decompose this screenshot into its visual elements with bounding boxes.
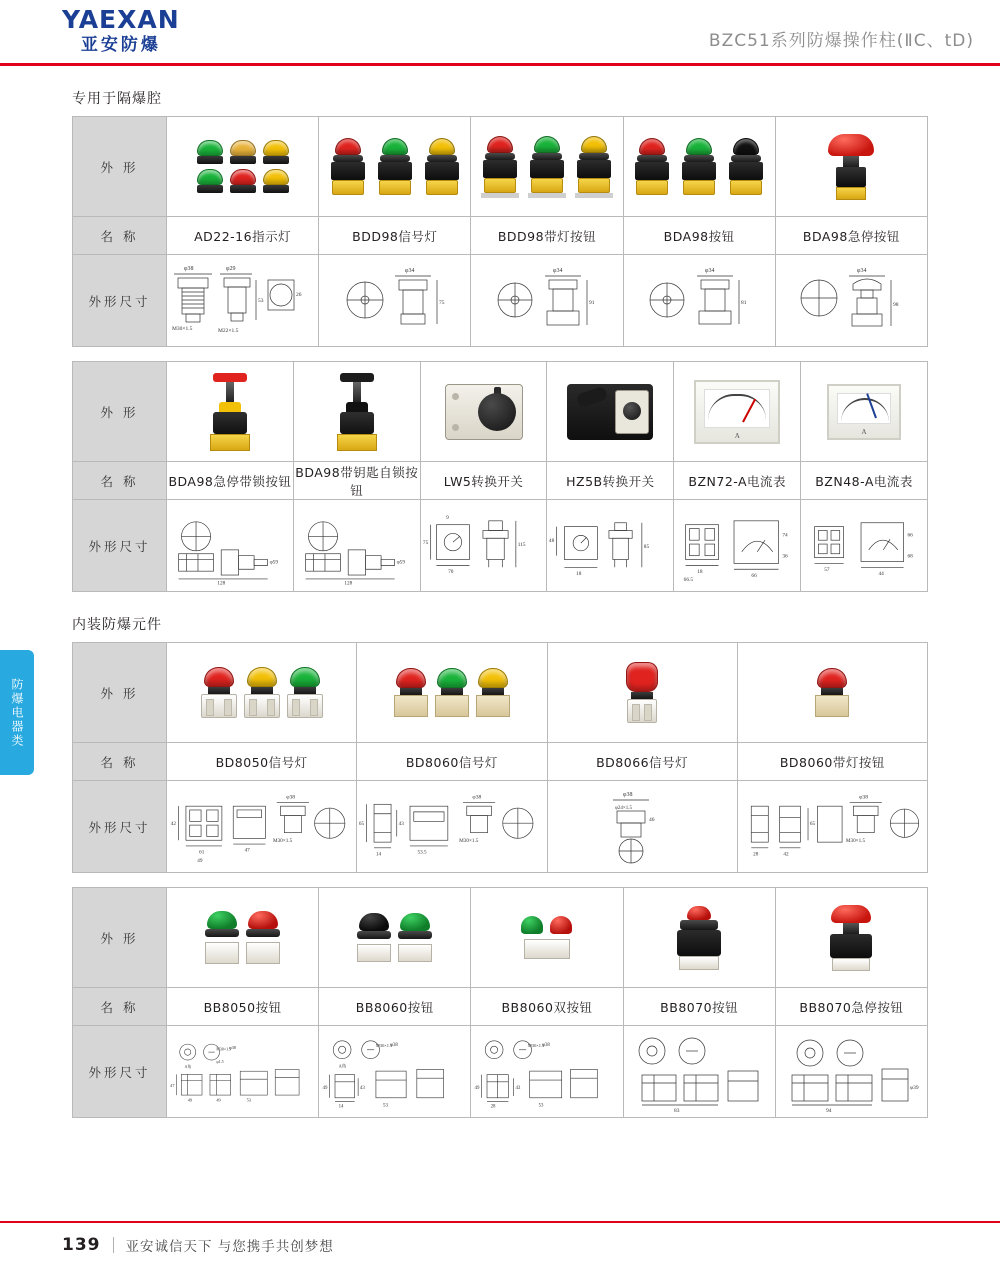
page-header [0, 0, 1000, 66]
svg-text:46: 46 [649, 816, 655, 823]
svg-text:66.5: 66.5 [683, 576, 694, 583]
spec-table-4 [72, 887, 928, 1118]
row-label-dimension: 外形尺寸 [73, 781, 167, 873]
product-image-bzn72a-ammeter: A [674, 362, 801, 462]
product-name: BB8050按钮 [167, 988, 319, 1026]
product-image-bda98-key-button [293, 362, 420, 462]
svg-text:φ24×1.5: φ24×1.5 [615, 805, 633, 811]
dimension-drawing-hz5b-switch [547, 500, 674, 592]
svg-text:M30×1.5: M30×1.5 [171, 325, 192, 332]
table-row [73, 888, 928, 988]
dimension-drawing-bdd98-signal [319, 255, 471, 347]
product-image-bb8070-button [623, 888, 775, 988]
product-image-bd8066-signal [547, 643, 737, 743]
row-label-name: 名 称 [73, 217, 167, 255]
svg-text:81: 81 [741, 299, 747, 306]
page-footer [0, 1221, 1000, 1267]
svg-text:66: 66 [751, 572, 758, 579]
logo-chinese-text: 亚安防爆 [80, 35, 161, 55]
table-row [73, 988, 928, 1026]
svg-text:A角: A角 [338, 1063, 347, 1069]
side-tab-category [0, 650, 34, 775]
dimension-drawing-bb8050 [167, 1026, 319, 1118]
svg-text:28: 28 [490, 1104, 496, 1110]
dimension-drawing-bda98-button [623, 255, 775, 347]
svg-text:φ34: φ34 [857, 267, 867, 274]
product-image-lw5-switch [420, 362, 547, 462]
svg-text:53: 53 [257, 297, 264, 304]
page-title: BZC51系列防爆操作柱(ⅡC、tD) [708, 31, 974, 51]
product-name: BDA98带钥匙自锁按钮 [293, 462, 420, 500]
product-image-bdd98-lamp-button [471, 117, 623, 217]
footer-slogan: 亚安诚信天下 与您携手共创梦想 [125, 1239, 334, 1255]
dimension-drawing-ad22-16 [167, 255, 319, 347]
svg-text:115: 115 [517, 541, 526, 548]
product-image-bd8060-signal [357, 643, 547, 743]
row-label-shape: 外 形 [73, 888, 167, 988]
product-name: BD8050信号灯 [167, 743, 357, 781]
svg-text:φ34: φ34 [404, 267, 415, 274]
dimension-drawing-bb8070-estop [775, 1026, 927, 1118]
row-label-dimension: 外形尺寸 [73, 255, 167, 347]
svg-text:66: 66 [907, 531, 913, 538]
dimension-drawing-lw5-switch [420, 500, 547, 592]
svg-text:53: 53 [246, 1096, 251, 1102]
svg-text:M30×1.5: M30×1.5 [845, 837, 865, 844]
spec-table-3 [72, 642, 928, 873]
dimension-drawing-bb8070 [623, 1026, 775, 1118]
product-image-hz5b-switch [547, 362, 674, 462]
row-label-name: 名 称 [73, 462, 167, 500]
svg-text:14: 14 [376, 850, 382, 857]
dimension-drawing-bzn48a [801, 500, 928, 592]
svg-text:47: 47 [244, 847, 250, 854]
row-label-shape: 外 形 [73, 117, 167, 217]
svg-text:M22×1.5: M22×1.5 [217, 327, 238, 334]
row-label-shape: 外 形 [73, 643, 167, 743]
product-name: BDD98带灯按钮 [471, 217, 623, 255]
svg-text:91: 91 [588, 299, 595, 306]
logo-english-text: YAEXAN [62, 5, 180, 34]
product-name: BDD98信号灯 [319, 217, 471, 255]
svg-text:φ59: φ59 [396, 558, 405, 565]
svg-text:75: 75 [438, 299, 445, 306]
svg-text:φ38: φ38 [183, 265, 194, 272]
table-row [73, 743, 928, 781]
svg-text:94: 94 [826, 1107, 832, 1113]
product-image-bd8050-signal [167, 643, 357, 743]
product-name: HZ5B转换开关 [547, 462, 674, 500]
svg-text:M30×1.5: M30×1.5 [459, 837, 479, 844]
svg-text:φ59: φ59 [269, 558, 278, 565]
product-image-bb8060-double-button [471, 888, 623, 988]
row-label-name: 名 称 [73, 988, 167, 1026]
svg-text:61: 61 [199, 848, 205, 855]
svg-text:φ38: φ38 [542, 1042, 551, 1048]
svg-text:14: 14 [338, 1104, 344, 1110]
svg-text:68: 68 [907, 553, 913, 560]
svg-text:42: 42 [783, 850, 789, 857]
svg-text:φ38: φ38 [472, 794, 482, 801]
row-label-name: 名 称 [73, 743, 167, 781]
product-name: BDA98按钮 [623, 217, 775, 255]
table-row [73, 643, 928, 743]
product-image-bb8060-button [319, 888, 471, 988]
dimension-drawing-bd8060 [357, 781, 547, 873]
dimension-drawing-bda98-estop [775, 255, 927, 347]
svg-text:A角: A角 [184, 1063, 192, 1069]
page-number: 139 [62, 1235, 101, 1255]
spec-table-2 [72, 361, 928, 592]
table-row [73, 462, 928, 500]
page-content [0, 88, 1000, 1118]
product-name: BZN48-A电流表 [801, 462, 928, 500]
dimension-drawing-bb8060-double [471, 1026, 623, 1118]
product-name: BB8070按钮 [623, 988, 775, 1026]
svg-text:φ29: φ29 [225, 265, 236, 272]
svg-text:49: 49 [216, 1096, 221, 1102]
product-name: BD8066信号灯 [547, 743, 737, 781]
svg-text:φ38: φ38 [623, 791, 633, 798]
svg-text:49: 49 [197, 857, 203, 864]
product-name: LW5转换开关 [420, 462, 547, 500]
svg-text:70: 70 [447, 568, 454, 575]
product-name: BB8060按钮 [319, 988, 471, 1026]
svg-text:83: 83 [674, 1107, 680, 1113]
table-row [73, 117, 928, 217]
footer-divider [113, 1237, 114, 1253]
product-image-ad22-16 [167, 117, 319, 217]
section-title-builtin: 内装防爆元件 [72, 617, 162, 633]
dimension-drawing-bdd98-lamp-button [471, 255, 623, 347]
svg-text:M30×1.5: M30×1.5 [376, 1042, 393, 1048]
dimension-drawing-bda98-estop-lock [167, 500, 294, 592]
spec-table-1 [72, 116, 928, 347]
svg-text:57: 57 [824, 566, 830, 573]
svg-text:47: 47 [170, 1082, 175, 1088]
product-name: BDA98急停带锁按钮 [167, 462, 294, 500]
svg-text:53: 53 [538, 1103, 544, 1109]
product-image-bda98-button [623, 117, 775, 217]
table-row [73, 1026, 928, 1118]
product-image-bb8050-button [167, 888, 319, 988]
svg-text:18: 18 [576, 570, 582, 577]
dimension-drawing-bd8060-lamp-button [737, 781, 927, 873]
svg-text:85: 85 [644, 543, 650, 550]
dimension-drawing-bb8060 [319, 1026, 471, 1118]
row-label-dimension: 外形尺寸 [73, 1026, 167, 1118]
svg-text:75: 75 [422, 539, 428, 546]
product-name: BB8070急停按钮 [775, 988, 927, 1026]
table-row [73, 362, 928, 462]
svg-text:φ38: φ38 [858, 794, 868, 801]
svg-text:M30×1.5: M30×1.5 [216, 1046, 232, 1052]
product-name: BD8060信号灯 [357, 743, 547, 781]
row-label-shape: 外 形 [73, 362, 167, 462]
svg-text:49: 49 [187, 1096, 193, 1102]
product-image-bb8070-estop [775, 888, 927, 988]
svg-text:49: 49 [474, 1085, 480, 1091]
svg-text:18: 18 [697, 568, 703, 575]
product-image-bzn48a-ammeter: A [801, 362, 928, 462]
side-tab-label: 防爆电器类 [10, 677, 24, 748]
table-row [73, 255, 928, 347]
product-image-bd8060-lamp-button [737, 643, 927, 743]
product-name: BB8060双按钮 [471, 988, 623, 1026]
row-label-dimension: 外形尺寸 [73, 500, 167, 592]
dimension-drawing-bd8066 [547, 781, 737, 873]
svg-text:65: 65 [359, 820, 365, 827]
svg-text:44: 44 [878, 570, 884, 577]
dimension-drawing-bd8050 [167, 781, 357, 873]
product-name: BDA98急停按钮 [775, 217, 927, 255]
svg-text:M30×1.5: M30×1.5 [272, 837, 293, 844]
svg-text:53.5: 53.5 [417, 848, 427, 855]
svg-text:φ34: φ34 [552, 267, 563, 274]
table-row [73, 500, 928, 592]
svg-text:φ38: φ38 [229, 1044, 236, 1050]
product-image-bdd98-signal [319, 117, 471, 217]
product-name: AD22-16指示灯 [167, 217, 319, 255]
svg-text:φ1.5: φ1.5 [216, 1058, 224, 1064]
svg-text:43: 43 [398, 820, 405, 827]
company-logo [62, 6, 180, 55]
svg-text:φ39: φ39 [910, 1084, 920, 1091]
svg-text:128: 128 [344, 580, 353, 586]
svg-text:43: 43 [360, 1085, 365, 1091]
svg-text:98: 98 [893, 301, 899, 308]
section-title-flameproof: 专用于隔爆腔 [72, 91, 162, 107]
svg-text:φ38: φ38 [286, 794, 296, 801]
svg-text:48: 48 [549, 537, 555, 544]
product-image-bda98-estop-lock [167, 362, 294, 462]
svg-text:28: 28 [752, 850, 759, 857]
product-name: BZN72-A电流表 [674, 462, 801, 500]
table-row [73, 217, 928, 255]
dimension-drawing-bzn72a [674, 500, 801, 592]
svg-text:53: 53 [383, 1103, 389, 1109]
svg-text:M30×1.5: M30×1.5 [528, 1042, 545, 1048]
svg-text:9: 9 [445, 514, 449, 521]
svg-text:65: 65 [809, 820, 815, 827]
table-row [73, 781, 928, 873]
svg-text:26: 26 [295, 291, 302, 298]
svg-text:49: 49 [322, 1085, 328, 1091]
svg-text:36: 36 [782, 553, 789, 560]
svg-text:42: 42 [170, 820, 176, 827]
svg-text:φ34: φ34 [705, 267, 715, 274]
svg-text:128: 128 [217, 580, 226, 586]
product-image-bda98-estop [775, 117, 927, 217]
product-name: BD8060带灯按钮 [737, 743, 927, 781]
dimension-drawing-bda98-key-button [293, 500, 420, 592]
svg-text:74: 74 [782, 531, 789, 538]
svg-text:43: 43 [515, 1085, 521, 1091]
svg-text:φ38: φ38 [390, 1042, 399, 1048]
